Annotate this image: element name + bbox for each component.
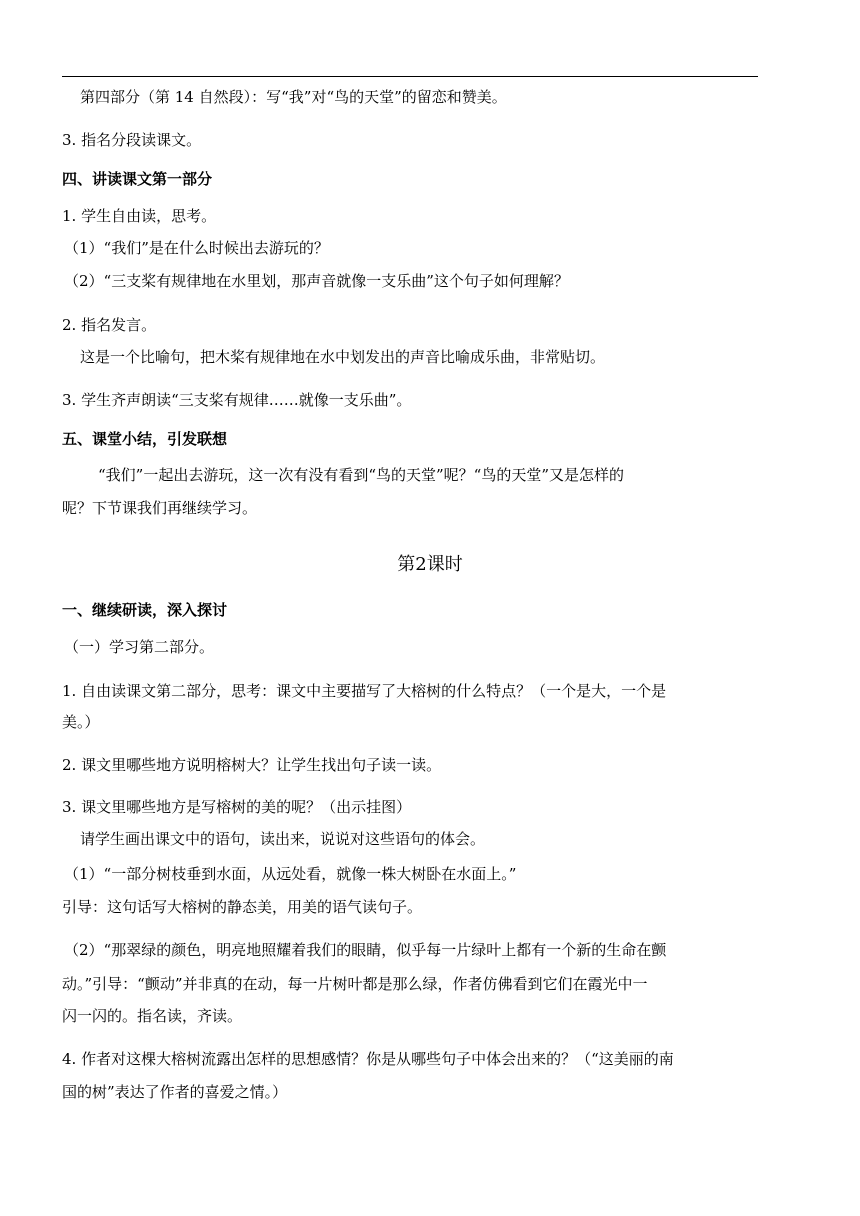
section-heading: 五、课堂小结，引发联想 bbox=[62, 430, 228, 448]
lesson-title: 第2课时 bbox=[397, 554, 463, 575]
text-line: 引导：这句话写大榕树的静态美，用美的语气读句子。 bbox=[62, 898, 423, 916]
text-line: 闪一闪的。指名读，齐读。 bbox=[62, 1007, 243, 1025]
text-line: （一）学习第二部分。 bbox=[64, 638, 215, 656]
text-line: 这是一个比喻句，把木桨有规律地在水中划发出的声音比喻成乐曲，非常贴切。 bbox=[80, 348, 606, 366]
text-line: （1）“一部分树枝垂到水面，从远处看，就像一株大树卧在水面上。” bbox=[64, 865, 517, 883]
text-line: 3. 课文里哪些地方是写榕树的美的呢？（出示挂图） bbox=[62, 798, 412, 816]
text-line: 3. 学生齐声朗读“三支桨有规律……就像一支乐曲”。 bbox=[62, 391, 412, 409]
text-line: 美。） bbox=[62, 713, 100, 731]
text-line: （1）“我们”是在什么时候出去游玩的？ bbox=[64, 239, 329, 257]
text-line: 请学生画出课文中的语句，读出来，说说对这些语句的体会。 bbox=[80, 830, 486, 848]
text-line: 4. 作者对这棵大榕树流露出怎样的思想感情？你是从哪些句子中体会出来的？（“这美丽的南 bbox=[62, 1050, 674, 1068]
text-line: 1. 学生自由读，思考。 bbox=[62, 207, 217, 225]
text-line: 3. 指名分段读课文。 bbox=[62, 131, 202, 149]
text-line: 1. 自由读课文第二部分，思考：课文中主要描写了大榕树的什么特点？（一个是大，一个是 bbox=[62, 682, 667, 700]
text-line: 2. 课文里哪些地方说明榕树大？让学生找出句子读一读。 bbox=[62, 756, 442, 774]
text-line: “我们”一起出去游玩，这一次有没有看到“鸟的天堂”呢？“鸟的天堂”又是怎样的 bbox=[98, 466, 625, 484]
text-line: 第四部分（第 14 自然段）：写“我”对“鸟的天堂”的留恋和赞美。 bbox=[80, 88, 507, 106]
section-heading: 四、讲读课文第一部分 bbox=[62, 170, 213, 188]
text-line: （2）“那翠绿的颜色，明亮地照耀着我们的眼睛，似乎每一片绿叶上都有一个新的生命在颤 bbox=[64, 941, 667, 959]
text-line: （2）“三支桨有规律地在水里划，那声音就像一支乐曲”这个句子如何理解？ bbox=[64, 272, 569, 290]
text-line: 呢？下节课我们再继续学习。 bbox=[62, 499, 258, 517]
text-line: 动。”引导：“颤动”并非真的在动，每一片树叶都是那么绿，作者仿佛看到它们在霞光中一 bbox=[62, 975, 648, 993]
text-line: 国的树”表达了作者的喜爱之情。） bbox=[62, 1083, 288, 1101]
section-heading: 一、继续研读，深入探讨 bbox=[62, 601, 228, 619]
text-line: 2. 指名发言。 bbox=[62, 316, 157, 334]
header-rule bbox=[62, 76, 758, 77]
